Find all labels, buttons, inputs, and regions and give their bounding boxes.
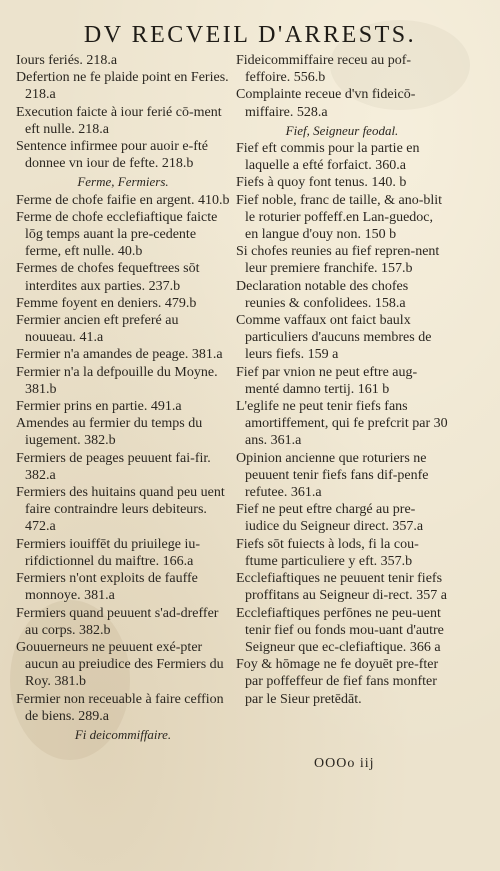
entry-text: Femme foyent en deniers.	[16, 295, 162, 311]
index-entry	[236, 243, 448, 277]
entry-text: Fermier n'a amandes de peage.	[16, 347, 189, 363]
signature-mark: OOOo iij	[314, 756, 375, 771]
entry-text: Opinion ancienne que roturiers ne peuuent tenir fiefs fans dif-penfe refutee.	[236, 450, 429, 501]
page-reference: 237.b	[148, 278, 181, 294]
index-entry	[16, 484, 230, 536]
page-reference: 140. b	[371, 175, 407, 191]
entry-text: Fermiers quand peuuent s'ad-dreffer au corps.	[16, 605, 219, 638]
index-entry	[236, 450, 448, 502]
page-reference: 381.b	[25, 381, 57, 397]
page-reference: 218.b	[161, 156, 194, 172]
page-reference: 382.a	[25, 467, 56, 483]
right-column	[236, 52, 448, 708]
entry-text: Fief par vnion ne peut eftre aug-menté damno tertij.	[236, 364, 418, 397]
page-reference: 479.b	[164, 295, 197, 311]
page-reference: 556.b	[293, 70, 326, 86]
entry-text: Fermiers de peages peuuent fai-fir.	[16, 450, 211, 466]
index-entry	[16, 398, 230, 415]
index-entry	[236, 570, 448, 604]
index-entry	[236, 86, 448, 120]
page-reference: 218.a	[78, 121, 109, 137]
index-entry	[16, 138, 230, 172]
index-entry	[236, 140, 448, 174]
page-reference: 382.b	[79, 622, 111, 638]
page-reference: 381.a	[191, 347, 223, 363]
page-reference: 157.b	[381, 261, 413, 277]
entry-text: Execution faicte à iour ferié cō-ment eft nulle.	[16, 104, 222, 137]
index-entry	[16, 52, 230, 69]
entry-text: Iours feriés.	[16, 53, 83, 68]
entry-text: Complainte receue d'vn fideicō-miffaire.	[236, 87, 416, 120]
page-reference: 382.b	[84, 433, 116, 449]
entry-text: Ecclefiaftiques perfōnes ne peu-uent tenir fief ou fonds mou-uant d'autre Seigneur que ec-clefiaftique.	[236, 605, 444, 655]
page-reference: 158.a	[374, 295, 406, 311]
page-reference: 472.a	[25, 519, 56, 535]
page-reference: 289.a	[78, 708, 109, 724]
index-entry	[16, 639, 230, 691]
index-entry	[236, 312, 448, 364]
page-reference: 161 b	[357, 381, 390, 397]
index-entry	[236, 536, 448, 570]
index-entry	[16, 346, 230, 363]
entry-text: Declaration notable des chofes reunies & confolidees.	[236, 278, 409, 311]
index-entry	[236, 501, 448, 535]
page-reference: 410.b	[198, 192, 230, 208]
page-reference: 218.a	[25, 87, 56, 103]
index-entry	[16, 691, 230, 725]
entry-text: Fermier ancien eft preferé au nouueau.	[16, 313, 179, 346]
page-reference: 357.a	[392, 519, 424, 535]
page-reference: 40.b	[117, 244, 143, 260]
index-entry	[16, 570, 230, 604]
entry-text: Amendes au fermier du temps du iugement.	[16, 416, 203, 449]
entry-text: Sentence infirmee pour auoir e-fté donnee vn iour de fefte.	[16, 139, 209, 172]
page-reference: 361.a	[290, 485, 322, 501]
entry-text: Fermes de chofes fequeftrees sōt interdites aux parties.	[16, 261, 200, 294]
index-entry	[16, 312, 230, 346]
entry-text: Fermier prins en partie.	[16, 399, 148, 415]
index-entry	[16, 450, 230, 484]
page-reference: 357 a	[416, 588, 447, 604]
index-entry	[236, 656, 448, 708]
page-reference: 357.b	[380, 553, 413, 569]
entry-text: Fermiers iouiffēt du priuilege iu-rifdictionnel du maiftre.	[16, 536, 201, 569]
entry-text: Comme vaffaux ont faict baulx particuliers d'aucuns membres de leurs fiefs.	[236, 313, 432, 363]
index-entry	[16, 364, 230, 398]
entry-text: Fermiers des huitains quand peu uent faire contraindre leurs debiteurs.	[16, 485, 225, 518]
index-entry	[16, 104, 230, 138]
index-entry	[16, 415, 230, 449]
entry-text: Fiefs sōt fuiects à lods, fi la cou-ftume particuliere y eft.	[236, 536, 419, 569]
entry-text: Ecclefiaftiques ne peuuent tenir fiefs proffitans au Seigneur di-rect.	[236, 571, 443, 604]
entry-text: L'eglife ne peut tenir fiefs fans amortiffement, qui fe prefcrit par 30 ans.	[236, 399, 448, 449]
entry-text: Si chofes reunies au fief repren-nent leur premiere franchife.	[236, 244, 440, 277]
page-reference: 491.a	[150, 399, 182, 415]
page-reference: 166.a	[162, 553, 194, 569]
index-entry	[236, 605, 448, 657]
entry-text: Fermier n'a la defpouille du Moyne.	[16, 364, 218, 380]
entry-text: Defertion ne fe plaide point en Feries.	[16, 70, 229, 86]
section-heading: Fi deicommiffaire.	[74, 726, 172, 742]
index-entry	[16, 260, 230, 294]
entry-text: Fermier non receuable à faire ceffion de biens.	[16, 691, 224, 724]
index-entry	[236, 52, 448, 86]
index-entry	[16, 69, 230, 103]
entry-text: Fief ne peut eftre chargé au pre-iudice du Seigneur direct.	[236, 502, 416, 535]
index-entry	[16, 209, 230, 261]
section-heading: Fief, Seigneur feodal.	[285, 122, 399, 138]
page-reference: 41.a	[79, 330, 104, 346]
index-entry	[16, 192, 230, 209]
index-entry	[236, 174, 448, 191]
entry-text: Fief eft commis pour la partie en laquelle a efté forfaict.	[236, 141, 420, 174]
page-reference: 381.b	[54, 674, 86, 690]
entry-text: Fermiers n'ont exploits de fauffe monnoye.	[16, 571, 198, 604]
section-heading: Ferme, Fermiers.	[77, 174, 169, 190]
page-reference: 366 a	[409, 639, 441, 655]
page-reference: 150 b	[364, 227, 397, 243]
index-entry	[16, 295, 230, 312]
page-reference: 381.a	[84, 588, 115, 604]
entry-text: Fideicommiffaire receu au pof-feffoire.	[236, 53, 412, 86]
page-reference: 218.a	[86, 53, 118, 68]
entry-text: Gouuerneurs ne peuuent exé-pter aucun au preiudice des Fermiers du Roy.	[16, 639, 224, 690]
running-head: DV RECVEIL D'ARRESTS.	[83, 22, 417, 48]
entry-text: Ferme de chofe ecclefiaftique faicte lōg temps auant la pre-cedente ferme, eft nulle.	[16, 209, 218, 260]
index-entry	[16, 605, 230, 639]
index-entry	[236, 364, 448, 398]
entry-text: Foy & hōmage ne fe doyuēt pre-fter par poffeffeur de fief fans monfter par le Sieur pretēdāt.	[236, 657, 439, 707]
entry-text: Ferme de chofe faifie en argent.	[16, 192, 195, 208]
entry-text: Fiefs à quoy font tenus.	[236, 175, 368, 191]
index-entry	[236, 278, 448, 312]
left-column	[16, 52, 230, 744]
index-entry	[236, 192, 448, 244]
index-entry	[16, 536, 230, 570]
entry-text: Fief noble, franc de taille, & ano-blit le roturier poffeff.en Lan-guedoc, en langue d'ouy non.	[236, 192, 443, 243]
page-reference: 159 a	[307, 347, 339, 363]
index-entry	[236, 398, 448, 450]
page-reference: 360.a	[375, 158, 406, 174]
page-reference: 528.a	[296, 104, 328, 120]
page-reference: 361.a	[270, 433, 302, 449]
